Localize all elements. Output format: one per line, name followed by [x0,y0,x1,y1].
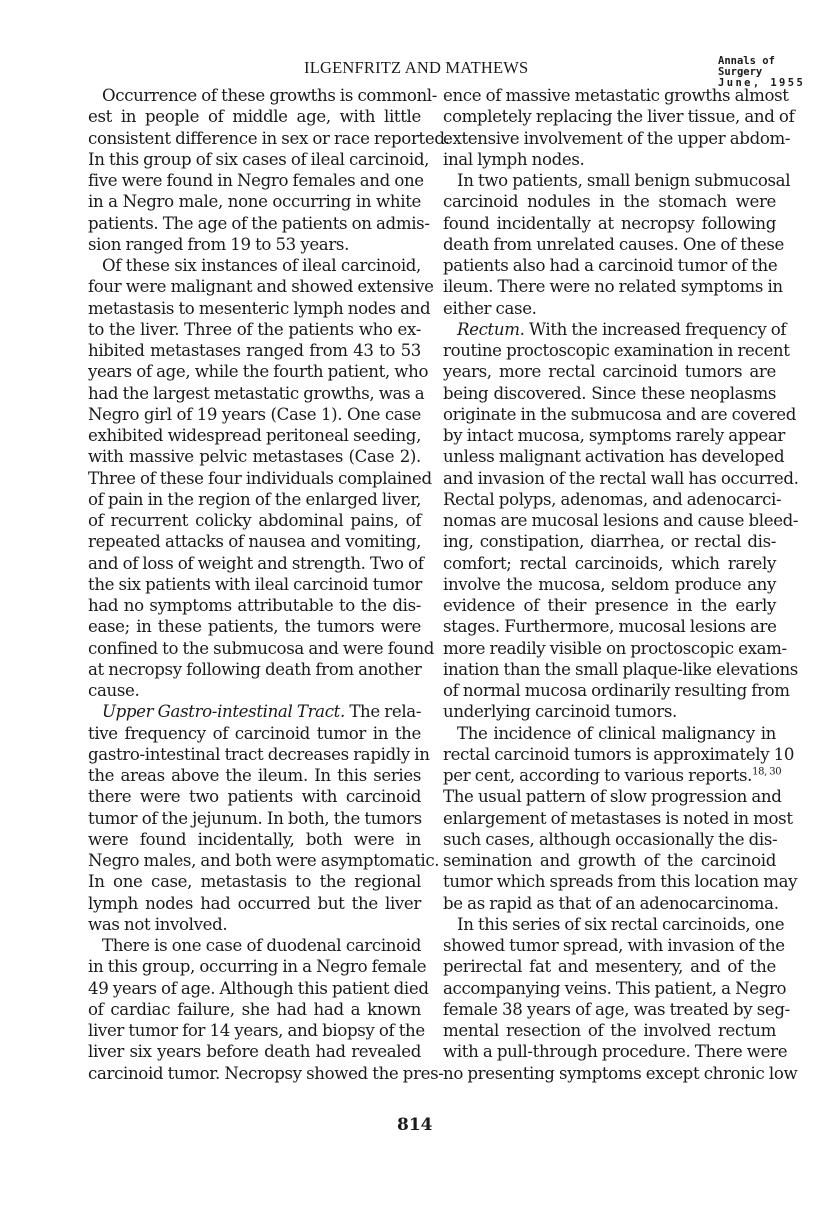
text-line: Rectum. With the increased frequency of [457,319,787,339]
text-line: mental resection of the involved rectum [443,1021,776,1040]
left-column [88,85,450,1084]
text-line: years of age, while the fourth patient, who [88,362,429,382]
text-line: either case. [443,298,537,318]
text-line: Of these six instances of ileal carcinoid, [102,256,421,275]
text-line: 49 years of age. Although this patient died [88,978,429,998]
text-line: patients also had a carcinoid tumor of the [443,256,778,275]
text-line: sion ranged from 19 to 53 years. [88,234,350,254]
paragraph [88,255,435,701]
text-line: the six patients with ileal carcinoid tumor [88,574,422,594]
text-line: stages. Furthermore, mucosal lesions are [443,617,777,637]
text-line: The usual pattern of slow progression and [443,787,782,807]
text-line: no presenting symptoms except chronic low [443,1063,798,1083]
paragraph [443,170,791,319]
text-line: of cardiac failure, she had had a known [88,999,421,1019]
text-line: comfort; rectal carcinoids, which rarely [443,553,776,573]
text-line: ease; in these patients, the tumors were [88,617,421,637]
text-line: to the liver. Three of the patients who ex- [88,319,421,339]
text-line: in this group, occurring in a Negro female [88,957,427,977]
text-line: carcinoid nodules in the stomach were [443,192,776,212]
text-line: in a Negro male, none occurring in white [88,192,421,212]
section-heading: Upper Gastro-intestinal Tract. [102,702,345,722]
text-line: There is one case of duodenal carcinoid [102,936,421,955]
text-line: originate in the submucosa and are covered [443,404,796,424]
text-line: accompanying veins. This patient, a Negro [443,978,787,998]
text-line: rectal carcinoid tumors is approximately 10 [443,744,795,764]
text-line: gastro-intestinal tract decreases rapidly in [88,744,430,764]
text-line: ination than the small plaque-like elevations [443,659,798,679]
text-line: Occurrence of these growths is commonl- [102,86,438,105]
page-number: 814 [397,1115,433,1135]
text-line: had the largest metastatic growths, was a [88,383,425,403]
text-line: ileum. There were no related symptoms in [443,277,783,297]
journal-date: June, 1955 [718,77,806,89]
text-line: liver tumor for 14 years, and biopsy of the [88,1021,425,1040]
text-line: repeated attacks of nausea and vomiting, [88,532,421,552]
right-column [443,85,799,1084]
text-line: patients. The age of the patients on admis- [88,213,430,233]
running-head-authors: ILGENFRITZ AND MATHEWS [304,58,529,77]
text-line: metastasis to mesenteric lymph nodes and [88,298,431,318]
text-line: the areas above the ileum. In this series [88,766,421,785]
text-line: at necropsy following death from another [88,659,422,679]
text-line: ence of massive metastatic growths almost [443,86,789,105]
text-line: showed tumor spread, with invasion of the [443,936,785,955]
text-line: In one case, metastasis to the regional [88,872,421,892]
text-line: death from unrelated causes. One of these [443,234,784,254]
text-line: tumor of the jejunum. In both, the tumors [88,808,422,828]
text-line: years, more rectal carcinoid tumors are [443,362,776,382]
citation-superscript: 18, 30 [752,766,782,778]
text-line: The incidence of clinical malignancy in [457,723,776,743]
text-line: carcinoid tumor. Necropsy showed the pres- [88,1063,444,1083]
text-line: five were found in Negro females and one [88,171,424,190]
text-line: semination and growth of the carcinoid [443,851,776,870]
text-line: completely replacing the liver tissue, and of [443,107,795,127]
text-line: of recurrent colicky abdominal pains, of [88,511,421,530]
paragraph [443,914,798,1084]
text-line: tive frequency of carcinoid tumor in the [88,723,421,743]
text-line: there were two patients with carcinoid [88,787,421,807]
text-line: was not involved. [88,914,228,934]
text-line: evidence of their presence in the early [443,596,776,615]
text-line: est in people of middle age, with little [88,107,421,127]
text-line: enlargement of metastases is noted in most [443,808,793,828]
text-line: cause. [88,681,140,700]
text-line: consistent difference in sex or race reported. [88,128,450,148]
text-line: of pain in the region of the enlarged liver, [88,489,421,509]
paragraph [88,85,450,255]
text-line: had no symptoms attributable to the dis- [88,596,421,615]
text-line: and invasion of the rectal wall has occurred. [443,468,799,488]
text-line: of normal mucosa ordinarily resulting from [443,681,790,700]
text-line: involve the mucosa, seldom produce any [443,574,776,594]
text-line: Upper Gastro-intestinal Tract. The rela- [102,702,422,722]
text-line: being discovered. Since these neoplasms [443,383,776,403]
text-line: confined to the submucosa and were found [88,638,435,658]
text-line: Three of these four individuals complained [88,468,432,488]
text-line: nomas are mucosal lesions and cause bleed- [443,511,799,530]
text-line: unless malignant activation has developed [443,447,785,467]
text-line: routine proctoscopic examination in recent [443,341,790,360]
text-line: Negro girl of 19 years (Case 1). One case [88,404,421,424]
paragraph [443,85,795,170]
text-line: lymph nodes had occurred but the liver [88,893,421,913]
text-line: were found incidentally, both were in [88,829,421,849]
paragraph [443,723,798,914]
text-line: female 38 years of age, was treated by seg- [443,999,790,1019]
text-line: ing, constipation, diarrhea, or rectal dis- [443,532,776,552]
text-line: four were malignant and showed extensive [88,277,434,297]
text-line: hibited metastases ranged from 43 to 53 [88,341,421,360]
text-line: liver six years before death had revealed [88,1042,421,1062]
text-line: Negro males, and both were asymptomatic. [88,851,440,870]
text-line: tumor which spreads from this location may [443,872,798,892]
text-line: with massive pelvic metastases (Case 2). [88,447,421,467]
text-line: underlying carcinoid tumors. [443,702,677,722]
text-line: by intact mucosa, symptoms rarely appear [443,426,785,445]
paragraph [88,935,444,1084]
text-line: In this series of six rectal carcinoids, one [457,914,785,934]
text-line: inal lymph nodes. [443,149,585,169]
text-line: exhibited widespread peritoneal seeding, [88,426,421,445]
text-line: found incidentally at necropsy following [443,213,776,233]
text-line: per cent, according to various reports.$^{18, 30}$ [443,766,782,785]
text-line: be as rapid as that of an adenocarcinoma. [443,893,779,913]
text-line: Rectal polyps, adenomas, and adenocarci- [443,489,782,509]
text-line: In this group of six cases of ileal carcinoid, [88,149,430,169]
text-line: In two patients, small benign submucosal [457,171,791,190]
text-line: and of loss of weight and strength. Two of [88,553,424,573]
section-heading: Rectum. [457,319,525,339]
text-line: extensive involvement of the upper abdom- [443,128,791,148]
paragraph [88,701,440,935]
text-line: with a pull-through procedure. There were [443,1042,788,1062]
text-line: more readily visible on proctoscopic exam- [443,638,787,658]
text-line: perirectal fat and mesentery, and of the [443,957,776,977]
journal-name: Annals of Surgery [718,55,775,78]
paragraph [443,319,799,723]
text-line: such cases, although occasionally the dis- [443,829,778,849]
